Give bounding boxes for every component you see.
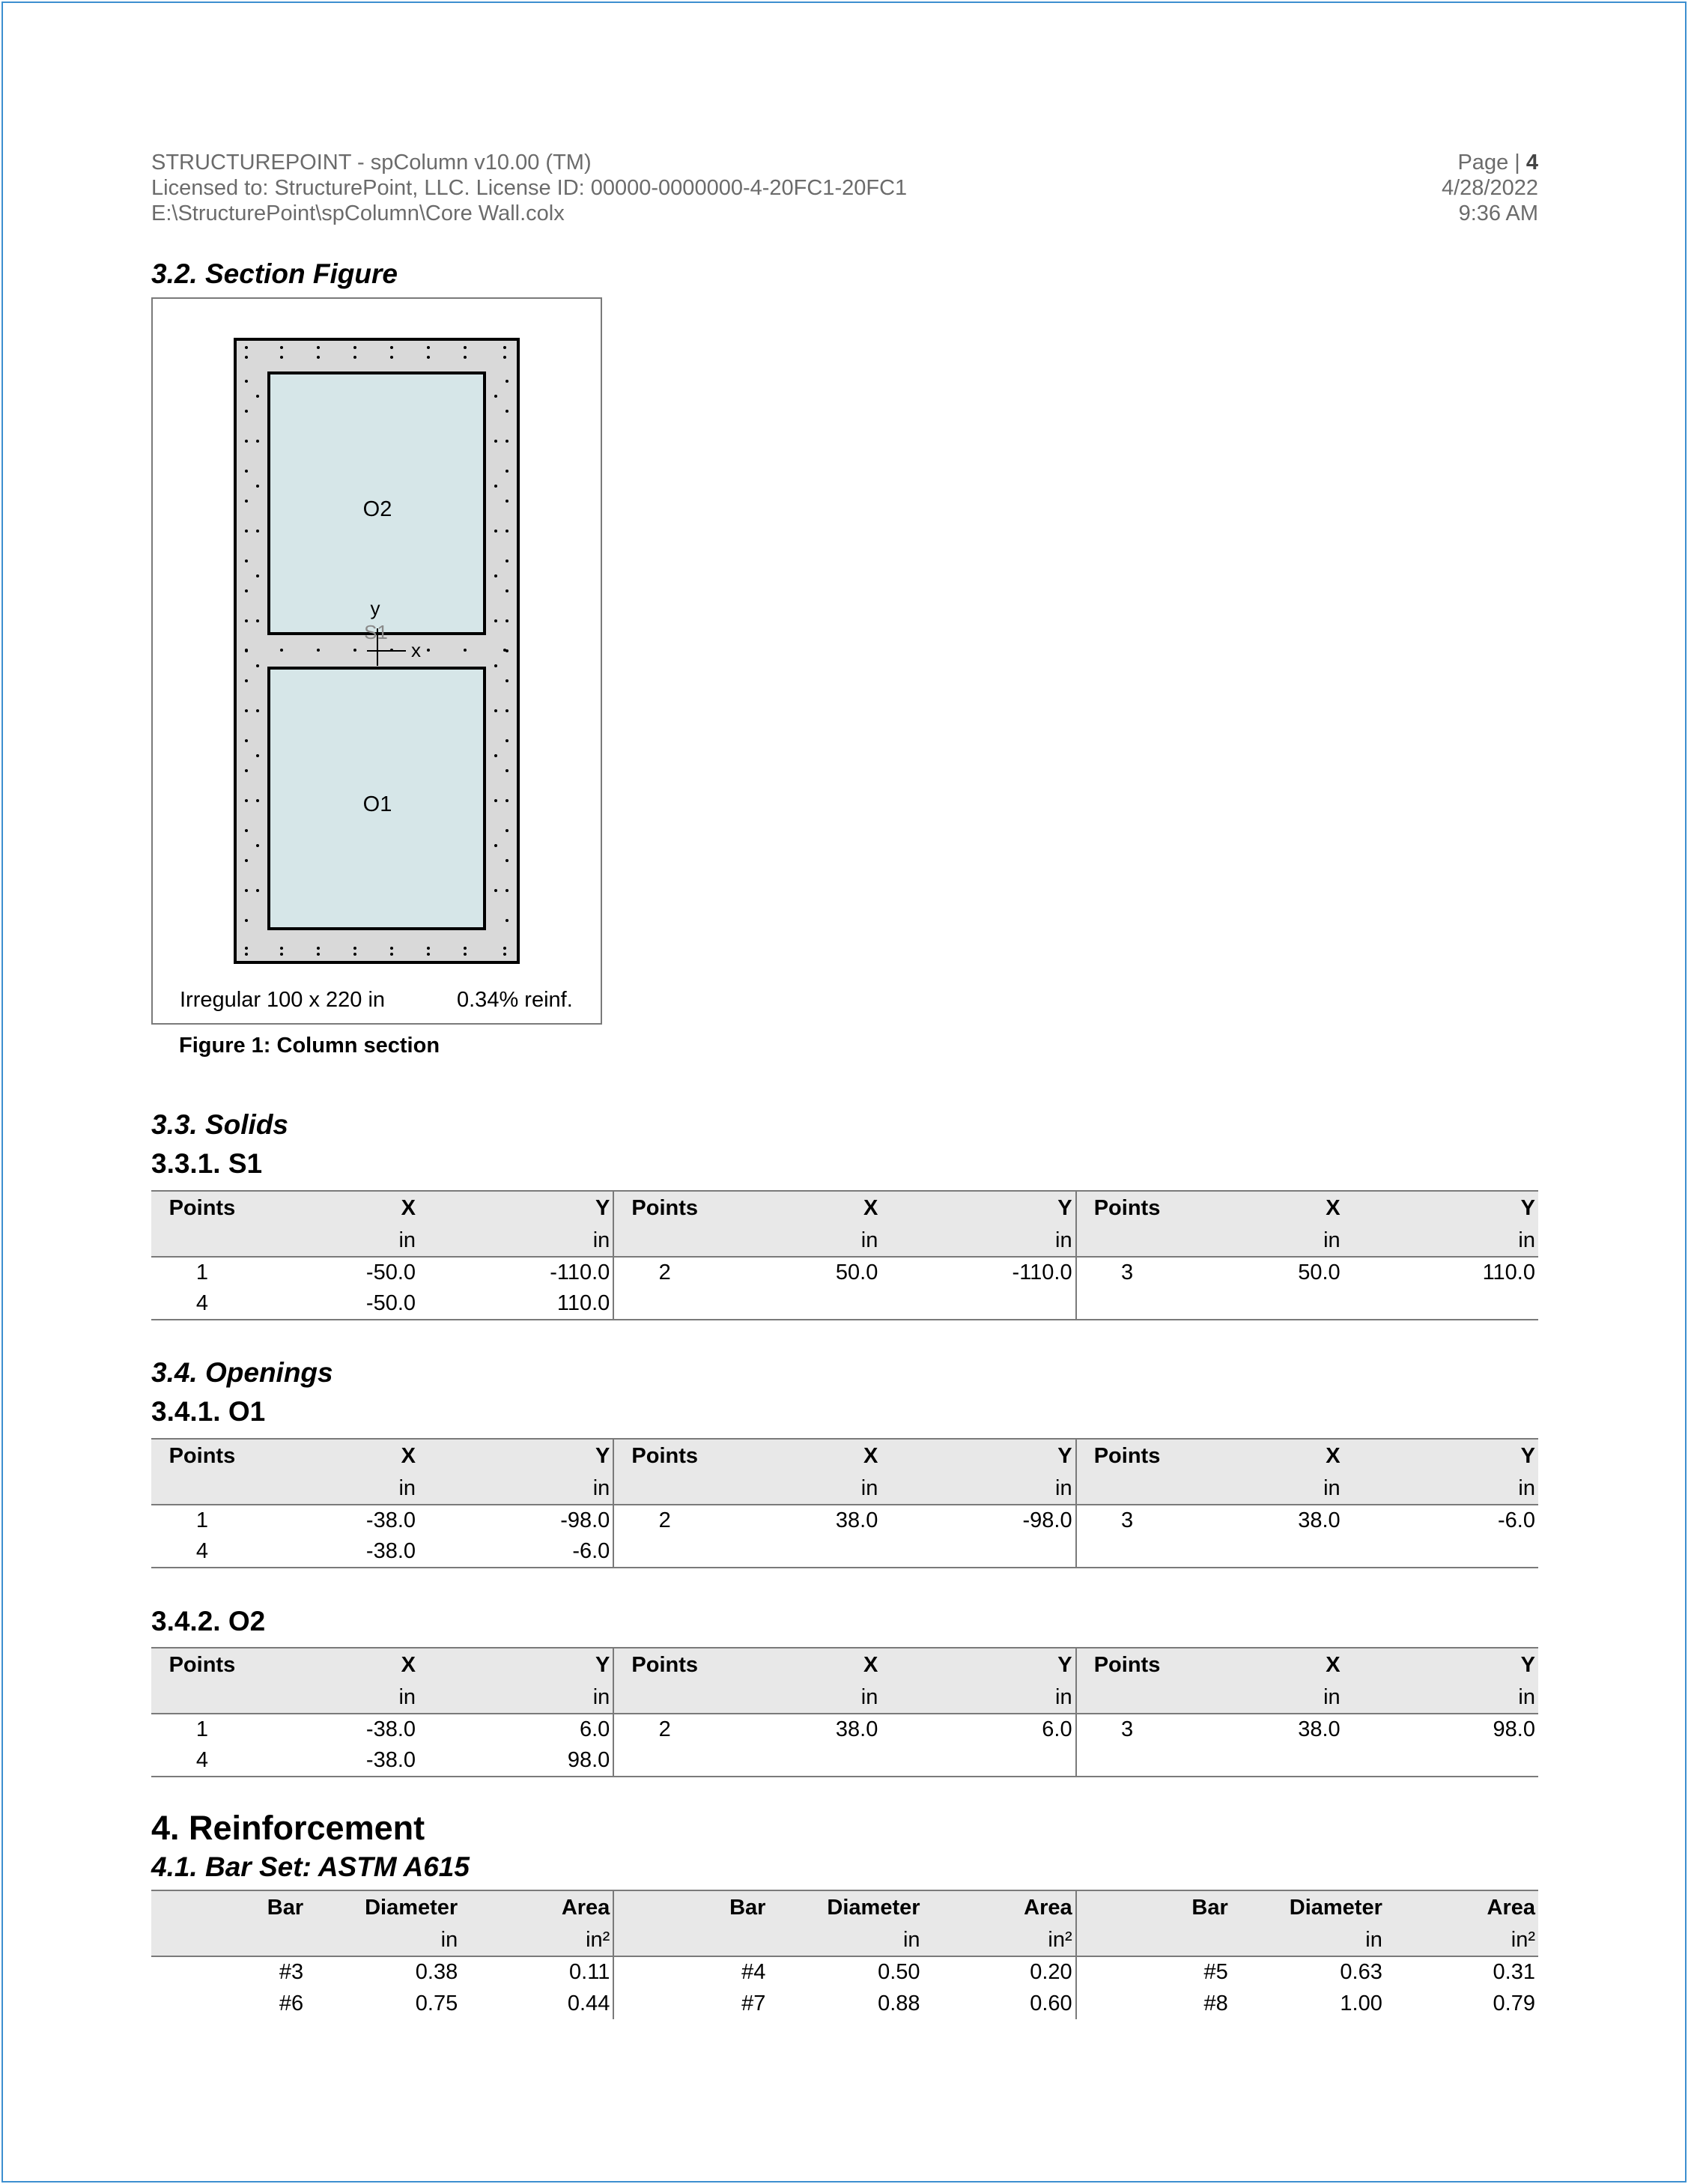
column-unit-points [1076,1681,1178,1714]
column-unit-points [613,1225,715,1257]
bar-set-heading: 4.1. Bar Set: ASTM A615 [151,1851,470,1882]
rebar-dot [506,709,508,712]
page-label: Page | [1457,151,1526,175]
bar-diameter: 0.75 [415,1991,458,2015]
openings-heading: 3.4. Openings [151,1357,333,1388]
column-header-y: Y [419,1439,613,1472]
column-unit-bar [1076,1924,1231,1956]
point-x: -38.0 [253,1536,419,1568]
header-time: 9:36 AM [1458,201,1538,225]
opening-o1-table [151,1438,1538,1568]
column-unit-points [613,1472,715,1505]
column-header-y: Y [419,1648,613,1681]
column-unit-x: in [1177,1225,1343,1257]
column-unit-y: in [1344,1681,1538,1714]
column-unit-x: in [715,1225,881,1257]
column-unit-y: in [881,1472,1075,1505]
rebar-dot [256,889,259,892]
point-number [1076,1745,1178,1777]
bar-size: #6 [279,1991,304,2015]
table-row [151,1288,1538,1320]
column-header-points: Points [613,1439,715,1472]
rebar-dot [353,953,356,956]
rebar-dot [494,619,497,622]
rebar-dot [256,440,259,443]
reinforcement-ratio-caption: 0.34% reinf. [457,988,573,1012]
rebar-dot [506,530,508,533]
column-unit-area: in² [461,1924,613,1956]
column-unit-diameter: in [1231,1924,1385,1956]
rebar-dot [506,470,508,473]
column-unit-bar [151,1924,306,1956]
rebar-dot [494,754,497,757]
point-x: -50.0 [253,1288,419,1320]
point-x [1177,1745,1343,1777]
bar-area: 0.79 [1493,1991,1535,2015]
rebar-dot [390,346,393,349]
rebar-dot [256,485,259,488]
rebar-dot [245,500,248,503]
column-unit-diameter: in [306,1924,461,1956]
rebar-dot [506,739,508,742]
column-unit-y: in [1344,1225,1538,1257]
point-number: 4 [151,1288,253,1320]
rebar-dot [503,953,506,956]
column-unit-area: in² [1385,1924,1538,1956]
column-section-drawing [153,299,601,973]
rebar-dot [245,889,248,892]
column-header-y: Y [1344,1439,1538,1472]
point-y: -110.0 [881,1257,1075,1288]
column-unit-x: in [1177,1472,1343,1505]
column-header-x: X [715,1648,881,1681]
rebar-dot [503,346,506,349]
rebar-dot [245,356,248,359]
report-header-left [151,150,907,226]
point-y: -110.0 [419,1257,613,1288]
rebar-dot [464,947,467,950]
rebar-dot [390,947,393,950]
column-unit-y: in [419,1681,613,1714]
column-unit-points [1076,1225,1178,1257]
table-row [151,1956,1538,1988]
rebar-dot [256,395,259,398]
column-header-x: X [1177,1439,1343,1472]
column-unit-points [151,1681,253,1714]
rebar-dot [256,530,259,533]
rebar-dot [494,574,497,577]
point-y [1344,1288,1538,1320]
solid-s1-table [151,1190,1538,1320]
bar-area: 0.60 [923,1988,1076,2019]
bar-set-table [151,1890,1538,2019]
column-header-bar: Bar [613,1890,768,1924]
rebar-dot [427,346,430,349]
rebar-dot [506,889,508,892]
rebar-dot [245,470,248,473]
column-header-x: X [1177,1191,1343,1225]
point-number: 2 [658,1508,671,1532]
opening-o2-label: O2 [362,497,392,521]
column-header-points: Points [1076,1648,1178,1681]
rebar-dot [464,346,467,349]
column-unit-points [1076,1472,1178,1505]
point-x [715,1745,881,1777]
rebar-dot [245,799,248,802]
column-unit-y: in [881,1225,1075,1257]
rebar-dot [245,829,248,832]
rebar-dot [427,953,430,956]
axis-x-label: x [411,639,421,661]
rebar-dot [506,799,508,802]
point-number: 2 [658,1261,671,1284]
point-number [613,1745,715,1777]
point-number [613,1536,715,1568]
point-y: -6.0 [419,1536,613,1568]
column-header-diameter: Diameter [768,1890,923,1924]
rebar-dot [256,799,259,802]
rebar-dot [245,769,248,772]
point-y: 98.0 [419,1745,613,1777]
point-x: -38.0 [365,1717,416,1741]
column-unit-x: in [715,1472,881,1505]
header-license: Licensed to: StructurePoint, LLC. License ID: 00000-0000000-4-20FC1-20FC1 [151,176,908,200]
rebar-dot [494,889,497,892]
column-header-points: Points [1076,1191,1178,1225]
rebar-dot [506,679,508,682]
column-unit-y: in [419,1225,613,1257]
point-y [881,1745,1075,1777]
header-program: STRUCTUREPOINT - spColumn v10.00 (TM) [151,151,592,175]
point-number [1076,1536,1178,1568]
rebar-dot [245,559,248,562]
reinforcement-heading: 4. Reinforcement [151,1809,425,1847]
rebar-dot [353,346,356,349]
point-y: 110.0 [419,1288,613,1320]
rebar-dot [494,709,497,712]
rebar-dot [503,356,506,359]
column-header-points: Points [151,1648,253,1681]
bar-diameter: 1.00 [1340,1991,1382,2015]
table-row [151,1505,1538,1536]
column-unit-points [613,1681,715,1714]
column-header-points: Points [613,1648,715,1681]
rebar-dot [245,859,248,862]
point-y: -98.0 [419,1505,613,1536]
column-unit-y: in [1344,1472,1538,1505]
point-number: 1 [195,1717,208,1741]
table-row [151,1257,1538,1288]
column-unit-diameter: in [768,1924,923,1956]
rebar-dot [506,380,508,383]
column-unit-points [151,1472,253,1505]
rebar-dot [256,619,259,622]
rebar-dot [353,947,356,950]
opening-o1-heading: 3.4.1. O1 [151,1396,266,1427]
rebar-dot [245,739,248,742]
rebar-dot [245,709,248,712]
column-unit-x: in [1177,1681,1343,1714]
rebar-dot [506,649,508,652]
opening-o2-heading: 3.4.2. O2 [151,1606,266,1637]
rebar-dot [494,844,497,847]
point-x: 50.0 [835,1261,878,1284]
rebar-dot [317,649,320,652]
table-row [151,1714,1538,1745]
bar-diameter: 0.50 [878,1960,920,1984]
column-unit-x: in [253,1472,419,1505]
rebar-dot [256,709,259,712]
column-unit-bar [613,1924,768,1956]
rebar-dot [245,947,248,950]
column-header-y: Y [419,1191,613,1225]
table-row [151,1745,1538,1777]
section-size-caption: Irregular 100 x 220 in [180,988,386,1012]
report-header-right [1442,150,1538,226]
figure-title: Figure 1: Column section [179,1034,440,1058]
column-unit-area: in² [923,1924,1076,1956]
bar-area: 0.44 [461,1988,613,2019]
rebar-dot [317,947,320,950]
header-page [1442,150,1538,175]
rebar-dot [506,589,508,592]
rebar-dot [427,947,430,950]
point-number: 3 [1120,1261,1134,1284]
rebar-dot [245,649,248,652]
point-y [881,1288,1075,1320]
rebar-dot [506,619,508,622]
column-header-x: X [715,1439,881,1472]
rebar-dot [353,649,356,652]
column-header-x: X [253,1191,419,1225]
point-x [715,1536,881,1568]
point-number: 1 [195,1508,208,1532]
opening-o1-label: O1 [362,792,392,816]
point-y: -98.0 [881,1505,1075,1536]
rebar-dot [506,410,508,413]
rebar-dot [390,953,393,956]
rebar-dot [245,440,248,443]
bar-size: #5 [1203,1960,1228,1984]
column-header-x: X [715,1191,881,1225]
bar-area: 0.20 [923,1956,1076,1988]
rebar-dot [245,919,248,922]
rebar-dot [506,829,508,832]
point-x: -50.0 [365,1261,416,1284]
rebar-dot [506,769,508,772]
point-y: 6.0 [881,1714,1075,1745]
rebar-dot [494,440,497,443]
rebar-dot [427,356,430,359]
axis-y-label: y [370,597,380,619]
column-header-points: Points [151,1439,253,1472]
column-unit-y: in [419,1472,613,1505]
column-header-points: Points [1076,1439,1178,1472]
section-figure-heading: 3.2. Section Figure [151,258,398,289]
rebar-dot [464,356,467,359]
point-x: -38.0 [253,1745,419,1777]
rebar-dot [280,947,283,950]
rebar-dot [317,356,320,359]
column-header-y: Y [881,1191,1075,1225]
rebar-dot [317,346,320,349]
rebar-dot [280,346,283,349]
point-y [1344,1536,1538,1568]
column-header-diameter: Diameter [1231,1890,1385,1924]
column-header-bar: Bar [1076,1890,1231,1924]
column-unit-x: in [715,1681,881,1714]
rebar-dot [464,953,467,956]
point-number [1076,1288,1178,1320]
rebar-dot [494,799,497,802]
solid-s1-heading: 3.3.1. S1 [151,1148,263,1179]
rebar-dot [506,559,508,562]
column-header-x: X [253,1648,419,1681]
point-x: 38.0 [1298,1717,1341,1741]
rebar-dot [280,649,283,652]
bar-size: #8 [1203,1991,1228,2015]
point-number: 3 [1120,1717,1134,1741]
bar-size: #4 [741,1960,766,1984]
rebar-dot [245,679,248,682]
rebar-dot [245,530,248,533]
rebar-dot [464,649,467,652]
header-date: 4/28/2022 [1441,176,1538,200]
rebar-dot [506,859,508,862]
point-x: 38.0 [835,1508,878,1532]
point-number: 4 [151,1536,253,1568]
point-number: 2 [658,1717,671,1741]
table-row [151,1988,1538,2019]
point-x [1177,1536,1343,1568]
column-header-area: Area [923,1890,1076,1924]
column-header-y: Y [881,1439,1075,1472]
rebar-dot [256,844,259,847]
rebar-dot [256,754,259,757]
rebar-dot [256,574,259,577]
column-header-x: X [1177,1648,1343,1681]
rebar-dot [506,440,508,443]
solids-heading: 3.3. Solids [151,1109,289,1140]
column-header-bar: Bar [151,1890,306,1924]
rebar-dot [245,619,248,622]
header-file-path: E:\StructurePoint\spColumn\Core Wall.colx [151,201,565,225]
column-header-y: Y [881,1648,1075,1681]
bar-size: #3 [279,1960,304,1984]
bar-area: 0.31 [1493,1960,1535,1984]
point-y: 98.0 [1493,1717,1535,1741]
point-y: 110.0 [1482,1261,1535,1284]
bar-diameter: 0.38 [415,1960,458,1984]
column-unit-points [151,1225,253,1257]
rebar-dot [506,919,508,922]
column-unit-x: in [253,1681,419,1714]
column-header-points: Points [613,1191,715,1225]
rebar-dot [353,356,356,359]
column-unit-y: in [881,1681,1075,1714]
rebar-dot [245,380,248,383]
point-x: 38.0 [1298,1508,1341,1532]
point-y: -6.0 [1498,1508,1535,1532]
point-y [881,1536,1075,1568]
point-y [1344,1745,1538,1777]
column-header-area: Area [461,1890,613,1924]
rebar-dot [245,589,248,592]
rebar-dot [494,395,497,398]
point-x: 50.0 [1298,1261,1341,1284]
column-header-points: Points [151,1191,253,1225]
rebar-dot [494,530,497,533]
rebar-dot [256,664,259,667]
point-number: 1 [195,1261,208,1284]
section-figure-frame [151,297,602,1025]
point-y: 6.0 [419,1714,613,1745]
rebar-dot [390,356,393,359]
column-header-y: Y [1344,1648,1538,1681]
rebar-dot [494,664,497,667]
bar-area: 0.11 [461,1956,613,1988]
rebar-dot [494,485,497,488]
rebar-dot [427,649,430,652]
rebar-dot [317,953,320,956]
point-x [1177,1288,1343,1320]
point-x [715,1288,881,1320]
rebar-dot [280,953,283,956]
rebar-dot [245,346,248,349]
bar-diameter: 0.63 [1340,1960,1382,1984]
column-header-y: Y [1344,1191,1538,1225]
point-number [613,1288,715,1320]
column-header-x: X [253,1439,419,1472]
column-header-diameter: Diameter [306,1890,461,1924]
column-unit-x: in [253,1225,419,1257]
rebar-dot [245,953,248,956]
point-x: 38.0 [835,1717,878,1741]
solid-s1-label: S1 [364,621,388,643]
page-number: 4 [1525,151,1538,175]
rebar-dot [245,410,248,413]
table-row [151,1536,1538,1568]
point-number: 3 [1120,1508,1134,1532]
point-number: 4 [151,1745,253,1777]
column-header-area: Area [1385,1890,1538,1924]
opening-o2-table [151,1647,1538,1777]
rebar-dot [280,356,283,359]
bar-size: #7 [741,1991,766,2015]
point-x: -38.0 [365,1508,416,1532]
rebar-dot [506,500,508,503]
rebar-dot [503,947,506,950]
bar-diameter: 0.88 [878,1991,920,2015]
